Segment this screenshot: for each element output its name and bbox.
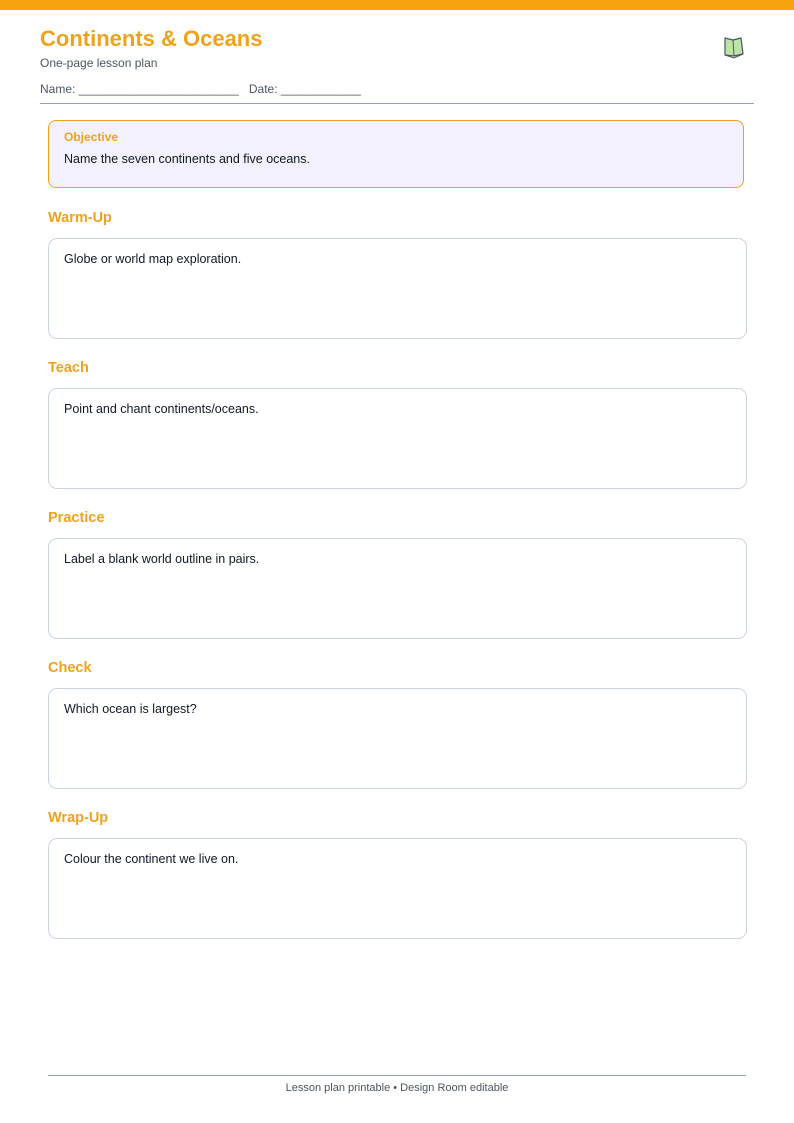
section-box-wrap-up bbox=[48, 838, 747, 939]
name-field-label: Name: ________________________ bbox=[40, 82, 239, 96]
header-divider bbox=[40, 103, 754, 104]
section-text-practice: Label a blank world outline in pairs. bbox=[64, 552, 260, 566]
top-accent-bar bbox=[0, 0, 794, 10]
section-text-check: Which ocean is largest? bbox=[64, 702, 197, 716]
book-icon bbox=[722, 35, 744, 59]
page-title: Continents & Oceans bbox=[40, 26, 263, 51]
name-date-line bbox=[40, 82, 361, 96]
footer-divider bbox=[48, 1075, 746, 1076]
section-heading-practice: Practice bbox=[48, 510, 105, 526]
objective-box bbox=[48, 120, 744, 188]
date-field-label: Date: ____________ bbox=[248, 82, 361, 96]
section-text-teach: Point and chant continents/oceans. bbox=[64, 402, 259, 416]
page-subtitle: One-page lesson plan bbox=[40, 56, 158, 70]
footer-text: Lesson plan printable • Design Room editable bbox=[285, 1082, 509, 1094]
section-text-wrap-up: Colour the continent we live on. bbox=[64, 852, 239, 866]
section-box-practice bbox=[48, 538, 747, 639]
section-box-warm-up bbox=[48, 238, 747, 339]
section-heading-teach: Teach bbox=[48, 360, 89, 376]
objective-label: Objective bbox=[64, 130, 119, 144]
section-heading-warm-up: Warm-Up bbox=[48, 210, 112, 226]
section-text-warm-up: Globe or world map exploration. bbox=[64, 252, 242, 266]
section-heading-wrap-up: Wrap-Up bbox=[48, 810, 109, 826]
section-box-teach bbox=[48, 388, 747, 489]
section-heading-check: Check bbox=[48, 660, 92, 676]
section-box-check bbox=[48, 688, 747, 789]
objective-text: Name the seven continents and five oceans. bbox=[64, 152, 310, 166]
